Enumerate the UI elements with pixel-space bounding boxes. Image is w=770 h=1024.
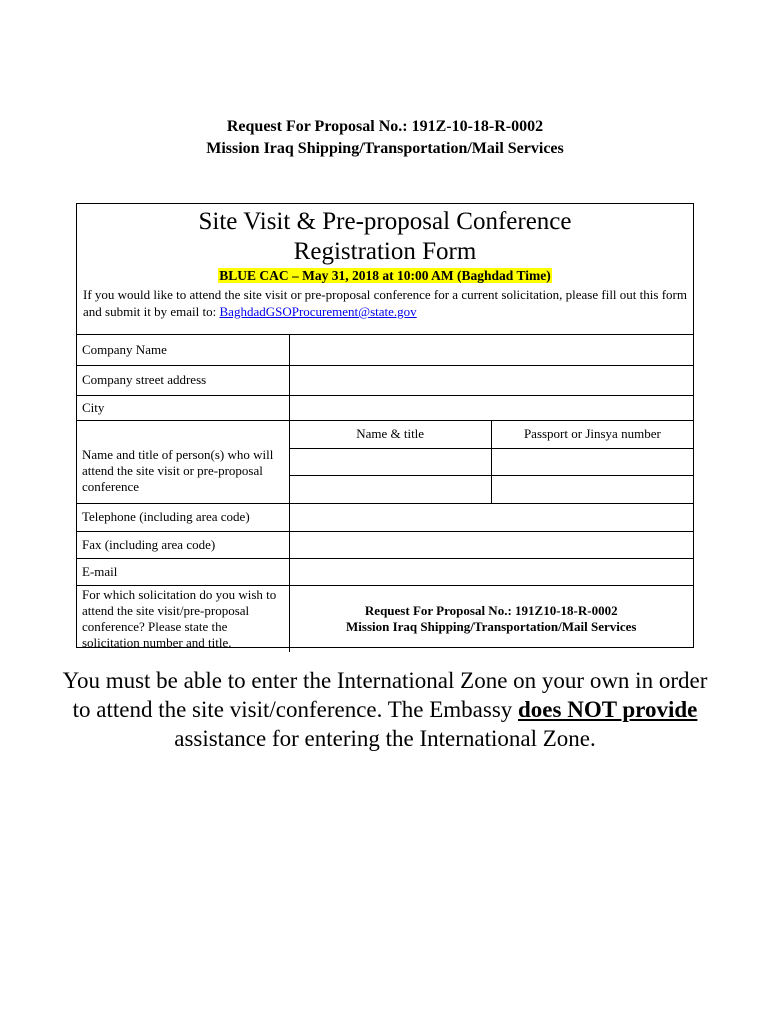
city-field[interactable]: [289, 395, 693, 420]
document-header: [0, 116, 770, 160]
notice-text-1: You must be able to enter the International Zone on your own in order to attend the site visit/conference. The Embassy: [62, 668, 708, 722]
row-city: [77, 395, 693, 420]
city-label: City: [77, 395, 289, 420]
attendees-grid-cell: [289, 420, 693, 503]
form-title-line2: Registration Form: [293, 238, 477, 265]
row-company-name: [77, 335, 693, 365]
company-name-field[interactable]: [289, 335, 693, 365]
company-street-label: Company street address: [77, 365, 289, 395]
attendees-label: Name and title of person(s) who will attend the site visit or pre-proposal conference: [77, 420, 289, 503]
attendees-col-passport: Passport or Jinsya number: [491, 421, 693, 449]
international-zone-notice: [60, 666, 710, 753]
attendees-col-name-title: Name & title: [290, 421, 492, 449]
fax-label: Fax (including area code): [77, 531, 289, 558]
solicitation-answer-number: Request For Proposal No.: 191Z10-18-R-0002: [364, 602, 618, 618]
attendees-grid: [290, 421, 694, 503]
solicitation-answer[interactable]: [289, 585, 693, 652]
rfp-number: Request For Proposal No.: 191Z-10-18-R-0002: [226, 118, 544, 135]
row-email: [77, 558, 693, 585]
attendee-2-passport-field[interactable]: [491, 476, 693, 503]
email-field[interactable]: [289, 558, 693, 585]
telephone-field[interactable]: [289, 503, 693, 531]
form-header: [77, 207, 693, 335]
notice-emphasis: does NOT provide: [518, 697, 698, 722]
row-fax: [77, 531, 693, 558]
solicitation-question: For which solicitation do you wish to attend the site visit/pre-proposal conference? Please state the solicitation number and title.: [77, 585, 289, 652]
attendee-1-passport-field[interactable]: [491, 449, 693, 476]
notice-text-2: assistance for entering the International Zone.: [174, 726, 596, 751]
fax-field[interactable]: [289, 531, 693, 558]
event-line: [83, 268, 687, 284]
email-label: E-mail: [77, 558, 289, 585]
telephone-label: Telephone (including area code): [77, 503, 289, 531]
rfp-title: Mission Iraq Shipping/Transportation/Mail Services: [206, 140, 564, 157]
intro-text: [83, 286, 687, 320]
registration-form: [76, 203, 694, 648]
row-company-street: [77, 365, 693, 395]
company-name-label: Company Name: [77, 335, 289, 365]
form-title: [83, 207, 687, 267]
form-title-line1: Site Visit & Pre-proposal Conference: [198, 208, 572, 235]
row-solicitation: [77, 585, 693, 652]
fields-table: [77, 335, 693, 652]
email-link[interactable]: BaghdadGSOProcurement@state.gov: [219, 304, 417, 319]
attendee-1-name-field[interactable]: [290, 449, 492, 476]
company-street-field[interactable]: [289, 365, 693, 395]
solicitation-answer-title: Mission Iraq Shipping/Transportation/Mail Services: [346, 618, 637, 634]
event-highlight: BLUE CAC – May 31, 2018 at 10:00 AM (Baghdad Time): [219, 268, 551, 283]
row-attendees: [77, 420, 693, 503]
row-telephone: [77, 503, 693, 531]
intro-body: If you would like to attend the site visit or pre-proposal conference for a current solicitation, please fill out this form and submit it by email to:: [83, 287, 687, 319]
attendee-2-name-field[interactable]: [290, 476, 492, 503]
